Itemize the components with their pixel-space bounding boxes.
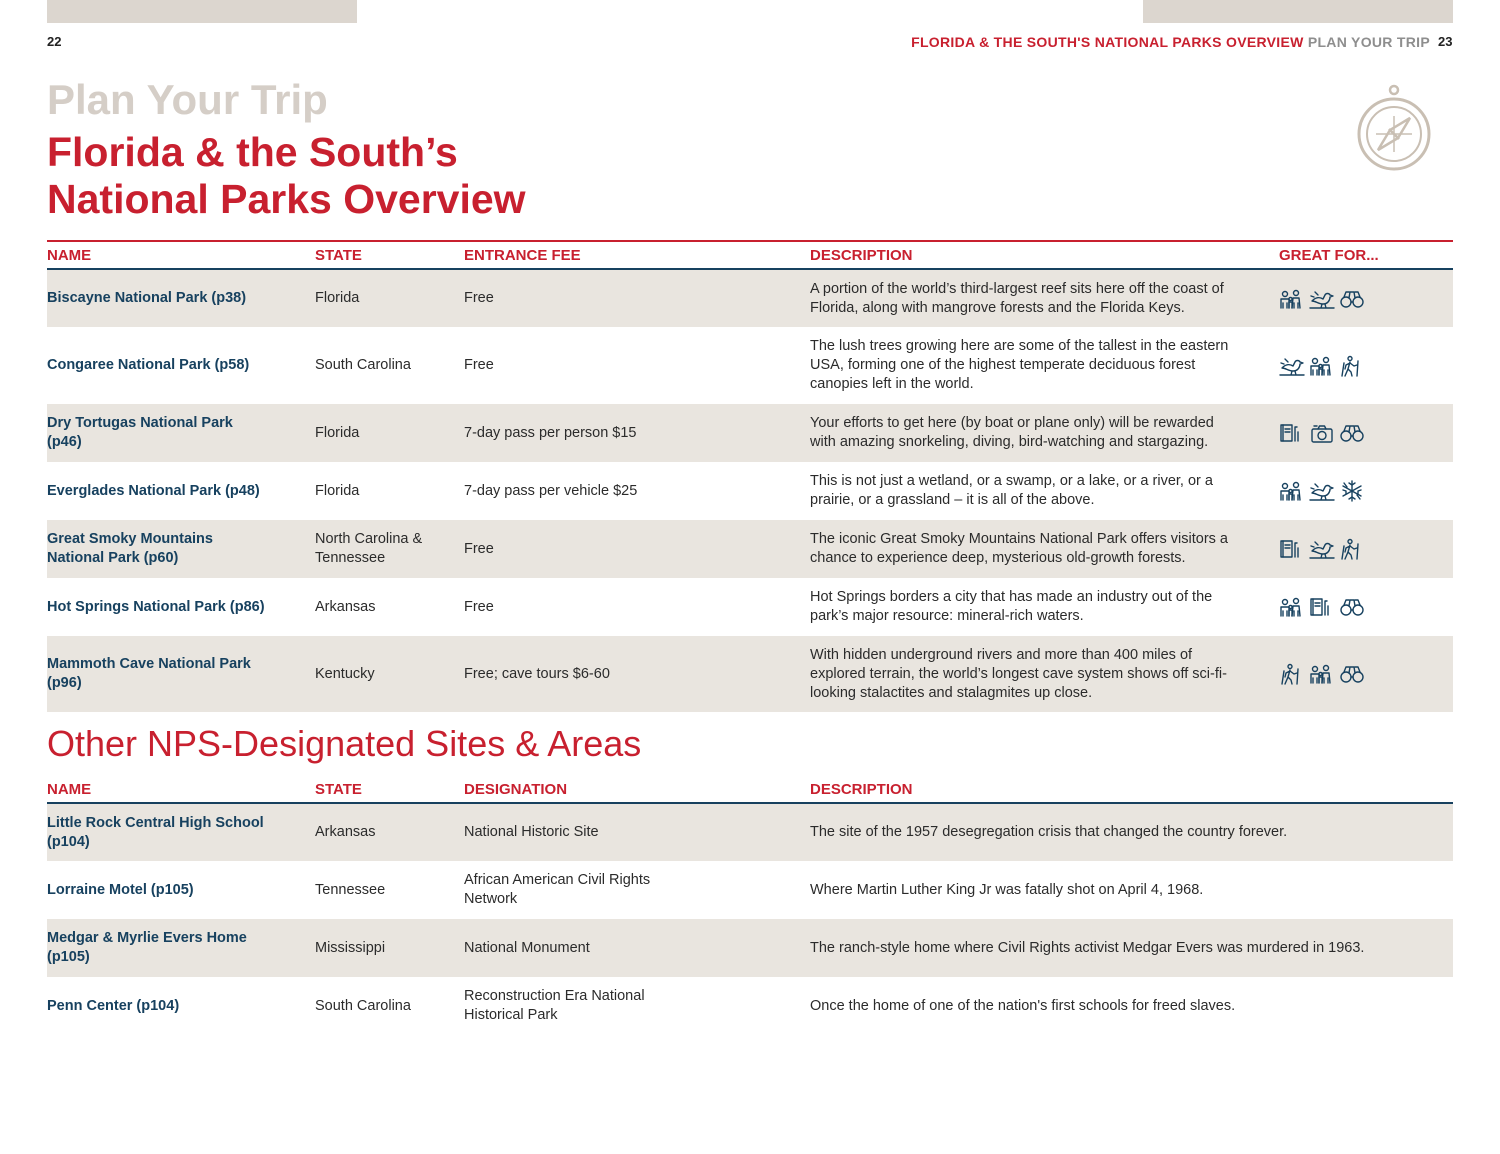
compass-icon [1356, 84, 1432, 172]
camera-icon [1309, 422, 1335, 444]
park-description: A portion of the world’s third-largest reef sits here off the coast of Florida, along with mangrove forests and the Florida Keys. [810, 269, 1279, 327]
park-name: Dry Tortugas National Park (p46) [47, 404, 315, 462]
park-state: South Carolina [315, 357, 411, 373]
running-head-chapter: PLAN YOUR TRIP [1307, 34, 1430, 50]
park-name: Mammoth Cave National Park (p96) [47, 636, 315, 712]
family-icon [1279, 480, 1305, 502]
park-state: Florida [315, 269, 464, 327]
park-name: Hot Springs National Park (p86) [47, 598, 265, 615]
table-row [47, 269, 1453, 327]
great-for-icons [1279, 269, 1453, 327]
history-icon [1279, 538, 1305, 560]
park-name: Everglades National Park (p48) [47, 482, 260, 499]
site-designation: National Monument [464, 919, 810, 977]
site-description: Once the home of one of the nation's first schools for freed slaves. [810, 997, 1236, 1014]
page-title-line-2: National Parks Overview [47, 176, 526, 222]
park-state: Florida [315, 482, 360, 499]
park-description: This is not just a wetland, or a swamp, or a lake, or a river, or a prairie, or a grassland – it is all of the above. [810, 473, 1213, 508]
column-header-fee: ENTRANCE FEE [464, 241, 810, 269]
park-name: Congaree National Park (p58) [47, 357, 250, 373]
table-row [47, 462, 1453, 520]
table-row [47, 404, 1453, 462]
table-row [47, 803, 1453, 861]
column-header-name: NAME [47, 776, 315, 803]
table-row [47, 327, 1453, 404]
table-row [47, 861, 1453, 919]
binoculars-icon [1339, 288, 1365, 310]
page-title-line-1: Florida & the South’s [47, 129, 458, 175]
column-header-state: STATE [315, 241, 464, 269]
park-fee: Free [464, 357, 494, 373]
park-name: Biscayne National Park (p38) [47, 269, 315, 327]
park-state: North Carolina & Tennessee [315, 520, 464, 578]
chapter-kicker: Plan Your Trip [47, 76, 328, 123]
running-head-section: FLORIDA & THE SOUTH'S NATIONAL PARKS OVERVIEW [911, 34, 1304, 50]
hiking-icon [1279, 663, 1305, 685]
site-designation: Reconstruction Era National Historical Park [464, 988, 645, 1023]
great-for-icons [1279, 578, 1453, 636]
table-row [47, 977, 1453, 1035]
other-sites-title: Other NPS-Designated Sites & Areas [47, 723, 642, 764]
park-fee: Free [464, 598, 494, 615]
binoculars-icon [1339, 422, 1365, 444]
great-for-icons [1279, 327, 1453, 404]
site-description: Where Martin Luther King Jr was fatally shot on April 4, 1968. [810, 881, 1204, 898]
park-fee: Free [464, 269, 810, 327]
site-state: South Carolina [315, 997, 411, 1014]
bird-icon [1309, 480, 1335, 502]
page-number-right: 23 [1438, 34, 1453, 49]
park-description: The lush trees growing here are some of the tallest in the eastern USA, forming one of the highest temperate deciduous forest canopies left in the world. [810, 338, 1229, 392]
site-state: Mississippi [315, 919, 464, 977]
column-header-designation: DESIGNATION [464, 776, 810, 803]
bird-icon [1309, 538, 1335, 560]
park-fee: 7-day pass per person $15 [464, 404, 810, 462]
park-state: Arkansas [315, 598, 376, 615]
sites-table [47, 776, 1453, 1035]
column-header-great-for: GREAT FOR... [1279, 241, 1453, 269]
column-header-state: STATE [315, 776, 464, 803]
family-icon [1309, 355, 1335, 377]
column-header-name: NAME [47, 241, 315, 269]
bird-icon [1309, 288, 1335, 310]
great-for-icons [1279, 520, 1453, 578]
table-row [47, 636, 1453, 712]
snowflake-icon [1339, 480, 1365, 502]
site-name: Lorraine Motel (p105) [47, 881, 194, 898]
park-description: With hidden underground rivers and more than 400 miles of explored terrain, the world’s longest cave system shows off sci-fi-looking stalactites and stalagmites up close. [810, 636, 1279, 712]
table-row [47, 578, 1453, 636]
site-state: Arkansas [315, 803, 464, 861]
family-icon [1309, 663, 1335, 685]
site-state: Tennessee [315, 881, 386, 898]
great-for-icons [1279, 636, 1453, 712]
park-description: The iconic Great Smoky Mountains National Park offers visitors a chance to experience deep, mysterious old-growth forests. [810, 520, 1279, 578]
site-description: The site of the 1957 desegregation crisis that changed the country forever. [810, 803, 1453, 861]
history-icon [1309, 596, 1335, 618]
park-fee: Free [464, 520, 810, 578]
site-designation: National Historic Site [464, 803, 810, 861]
great-for-icons [1279, 462, 1453, 520]
park-description: Your efforts to get here (by boat or plane only) will be rewarded with amazing snorkeling, diving, bird-watching and stargazing. [810, 404, 1279, 462]
site-designation: African American Civil Rights Network [464, 872, 651, 907]
park-state: Kentucky [315, 636, 464, 712]
page-title [47, 129, 526, 223]
binoculars-icon [1339, 663, 1365, 685]
column-header-description: DESCRIPTION [810, 241, 1279, 269]
table-row [47, 520, 1453, 578]
site-name: Penn Center (p104) [47, 997, 180, 1014]
top-tab-left [47, 0, 357, 23]
great-for-icons [1279, 404, 1453, 462]
binoculars-icon [1339, 596, 1365, 618]
family-icon [1279, 288, 1305, 310]
hiking-icon [1339, 538, 1365, 560]
site-name: Medgar & Myrlie Evers Home (p105) [47, 919, 315, 977]
page-number-left: 22 [47, 34, 62, 49]
site-name: Little Rock Central High School (p104) [47, 803, 315, 861]
park-fee: Free; cave tours $6-60 [464, 636, 810, 712]
history-icon [1279, 422, 1305, 444]
family-icon [1279, 596, 1305, 618]
hiking-icon [1339, 355, 1365, 377]
top-tab-right [1143, 0, 1453, 23]
table-row [47, 919, 1453, 977]
bird-icon [1279, 355, 1305, 377]
park-description: Hot Springs borders a city that has made an industry out of the park’s major resource: mineral-rich waters. [810, 589, 1213, 624]
park-name: Great Smoky Mountains National Park (p60) [47, 520, 315, 578]
running-head [911, 34, 1430, 50]
site-description: The ranch-style home where Civil Rights activist Medgar Evers was murdered in 1963. [810, 919, 1453, 977]
park-state: Florida [315, 404, 464, 462]
parks-table [47, 240, 1453, 712]
column-header-description: DESCRIPTION [810, 776, 1453, 803]
park-fee: 7-day pass per vehicle $25 [464, 482, 638, 499]
